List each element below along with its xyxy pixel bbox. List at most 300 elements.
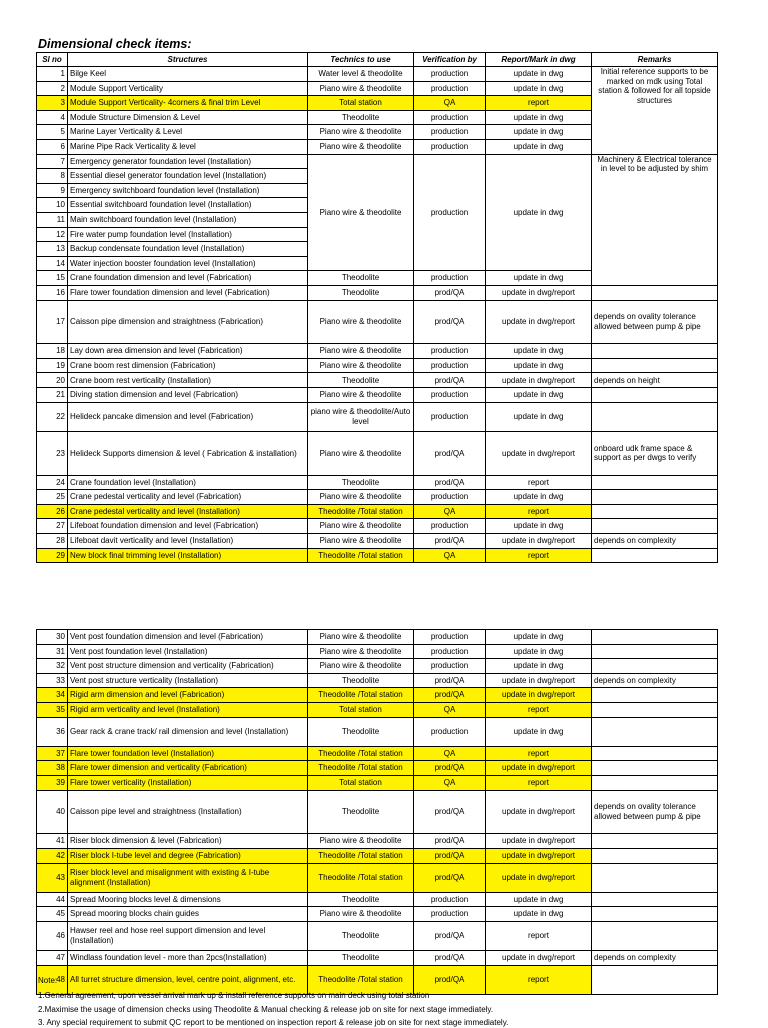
- row-technics: Theodolite /Total station: [308, 761, 414, 776]
- row-report: report: [486, 475, 592, 490]
- row-report: report: [486, 965, 592, 994]
- row-verification: production: [414, 358, 486, 373]
- row-structure: Vent post structure verticality (Installation): [68, 673, 308, 688]
- row-structure: Caisson pipe level and straightness (Installation): [68, 790, 308, 834]
- table-row: [37, 358, 718, 373]
- row-verification: prod/QA: [414, 951, 486, 966]
- row-technics: Piano wire & theodolite: [308, 644, 414, 659]
- row-report: update in dwg/report: [486, 761, 592, 776]
- row-sl-no: 46: [37, 921, 68, 950]
- row-remarks: [592, 630, 718, 645]
- table-row: [37, 951, 718, 966]
- row-structure: Lay down area dimension and level (Fabrication): [68, 344, 308, 359]
- row-verification: production: [414, 271, 486, 286]
- row-structure: Main switchboard foundation level (Installation): [68, 212, 308, 227]
- row-sl-no: 34: [37, 688, 68, 703]
- row-verification: QA: [414, 746, 486, 761]
- dimensional-check-table-part-2: [36, 629, 718, 995]
- table-row: [37, 285, 718, 300]
- row-technics: Theodolite: [308, 951, 414, 966]
- row-sl-no: 9: [37, 183, 68, 198]
- row-structure: Riser block level and misalignment with existing & I-tube alignment (Installation): [68, 863, 308, 892]
- row-structure: Riser block dimension & level (Fabrication): [68, 834, 308, 849]
- row-remarks: Initial reference supports to be marked on mdk using Total station & followed for all topside structures: [592, 67, 718, 155]
- row-technics: Theodolite /Total station: [308, 504, 414, 519]
- row-structure: Marine Layer Verticality & Level: [68, 125, 308, 140]
- row-sl-no: 18: [37, 344, 68, 359]
- header-report: Report/Mark in dwg: [486, 53, 592, 67]
- row-sl-no: 7: [37, 154, 68, 169]
- row-remarks: depends on ovality tolerance allowed between pump & pipe: [592, 790, 718, 834]
- note-2: 2.Maximise the usage of dimension checks using Theodolite & Manual checking & release job on site for next stage immediately.: [38, 1005, 494, 1014]
- row-sl-no: 33: [37, 673, 68, 688]
- row-sl-no: 10: [37, 198, 68, 213]
- row-technics: Theodolite: [308, 717, 414, 746]
- row-report: report: [486, 702, 592, 717]
- row-technics: Theodolite: [308, 790, 414, 834]
- row-technics: Theodolite /Total station: [308, 688, 414, 703]
- row-structure: Emergency switchboard foundation level (Installation): [68, 183, 308, 198]
- row-verification: production: [414, 907, 486, 922]
- document-title: Dimensional check items:: [38, 37, 192, 51]
- row-report: update in dwg/report: [486, 373, 592, 388]
- row-verification: production: [414, 110, 486, 125]
- row-structure: Crane pedestal verticality and level (Installation): [68, 504, 308, 519]
- row-remarks: [592, 921, 718, 950]
- row-report: update in dwg: [486, 907, 592, 922]
- row-remarks: [592, 688, 718, 703]
- row-sl-no: 30: [37, 630, 68, 645]
- row-verification: production: [414, 388, 486, 403]
- row-structure: All turret structure dimension, level, centre point, alignment, etc.: [68, 965, 308, 994]
- row-remarks: Machinery & Electrical tolerance in level to be adjusted by shim: [592, 154, 718, 285]
- row-structure: Rigid arm dimension and level (Fabrication): [68, 688, 308, 703]
- row-structure: Fire water pump foundation level (Installation): [68, 227, 308, 242]
- row-verification: prod/QA: [414, 300, 486, 344]
- row-sl-no: 35: [37, 702, 68, 717]
- row-technics: Piano wire & theodolite: [308, 834, 414, 849]
- row-remarks: [592, 659, 718, 674]
- row-technics: Piano wire & theodolite: [308, 490, 414, 505]
- row-technics: Total station: [308, 702, 414, 717]
- table-row: [37, 373, 718, 388]
- dimensional-check-table-part-1: [36, 52, 718, 563]
- row-technics: Piano wire & theodolite: [308, 519, 414, 534]
- row-report: update in dwg/report: [486, 951, 592, 966]
- row-verification: QA: [414, 96, 486, 111]
- header-technics: Technics to use: [308, 53, 414, 67]
- row-structure: Spread mooring blocks chain guides: [68, 907, 308, 922]
- row-technics: Piano wire & theodolite: [308, 907, 414, 922]
- row-sl-no: 48: [37, 965, 68, 994]
- row-remarks: depends on complexity: [592, 951, 718, 966]
- row-report: update in dwg/report: [486, 300, 592, 344]
- table-row: [37, 746, 718, 761]
- row-report: update in dwg: [486, 519, 592, 534]
- row-technics: Piano wire & theodolite: [308, 358, 414, 373]
- row-sl-no: 15: [37, 271, 68, 286]
- row-structure: Helideck pancake dimension and level (Fabrication): [68, 402, 308, 431]
- row-sl-no: 39: [37, 775, 68, 790]
- note-label: Note:: [38, 976, 58, 985]
- row-verification: prod/QA: [414, 475, 486, 490]
- row-structure: New block final trimming level (Installation): [68, 548, 308, 563]
- row-structure: Crane boom rest verticality (Installation): [68, 373, 308, 388]
- row-sl-no: 31: [37, 644, 68, 659]
- row-verification: production: [414, 402, 486, 431]
- row-verification: production: [414, 519, 486, 534]
- row-report: update in dwg: [486, 630, 592, 645]
- row-structure: Vent post foundation level (Installation): [68, 644, 308, 659]
- row-structure: Spread Mooring blocks level & dimensions: [68, 892, 308, 907]
- row-sl-no: 4: [37, 110, 68, 125]
- row-remarks: [592, 519, 718, 534]
- row-remarks: [592, 863, 718, 892]
- row-technics: Total station: [308, 775, 414, 790]
- row-structure: Module Structure Dimension & Level: [68, 110, 308, 125]
- header-structures: Structures: [68, 53, 308, 67]
- row-verification: prod/QA: [414, 534, 486, 549]
- row-remarks: [592, 285, 718, 300]
- row-structure: Crane pedestal verticality and level (Fabrication): [68, 490, 308, 505]
- row-technics: Piano wire & theodolite: [308, 81, 414, 96]
- table-row: [37, 775, 718, 790]
- row-sl-no: 21: [37, 388, 68, 403]
- row-technics: piano wire & theodolite/Auto level: [308, 402, 414, 431]
- row-report: report: [486, 96, 592, 111]
- row-structure: Backup condensate foundation level (Installation): [68, 242, 308, 257]
- row-structure: Hawser reel and hose reel support dimension and level (Installation): [68, 921, 308, 950]
- row-sl-no: 29: [37, 548, 68, 563]
- row-structure: Diving station dimension and level (Fabrication): [68, 388, 308, 403]
- row-remarks: [592, 717, 718, 746]
- row-report: update in dwg/report: [486, 790, 592, 834]
- row-report: update in dwg/report: [486, 848, 592, 863]
- table-row: [37, 921, 718, 950]
- row-sl-no: 17: [37, 300, 68, 344]
- row-structure: Windlass foundation level - more than 2pcs(Installation): [68, 951, 308, 966]
- row-verification: prod/QA: [414, 863, 486, 892]
- row-structure: Bilge Keel: [68, 67, 308, 82]
- row-technics: Theodolite /Total station: [308, 965, 414, 994]
- row-remarks: [592, 402, 718, 431]
- row-sl-no: 36: [37, 717, 68, 746]
- row-verification: production: [414, 67, 486, 82]
- row-sl-no: 12: [37, 227, 68, 242]
- row-verification: production: [414, 81, 486, 96]
- row-technics: Total station: [308, 96, 414, 111]
- row-verification: production: [414, 630, 486, 645]
- row-verification: prod/QA: [414, 965, 486, 994]
- row-technics: Theodolite: [308, 475, 414, 490]
- row-technics: Water level & theodolite: [308, 67, 414, 82]
- row-structure: Flare tower verticality (Installation): [68, 775, 308, 790]
- row-report: update in dwg: [486, 154, 592, 271]
- row-verification: prod/QA: [414, 921, 486, 950]
- row-technics: Theodolite: [308, 673, 414, 688]
- row-technics: Piano wire & theodolite: [308, 534, 414, 549]
- table-row: [37, 834, 718, 849]
- row-remarks: [592, 761, 718, 776]
- row-report: update in dwg: [486, 659, 592, 674]
- row-remarks: [592, 848, 718, 863]
- row-technics: Piano wire & theodolite: [308, 388, 414, 403]
- row-remarks: [592, 702, 718, 717]
- row-verification: prod/QA: [414, 761, 486, 776]
- row-verification: production: [414, 644, 486, 659]
- row-sl-no: 3: [37, 96, 68, 111]
- row-structure: Rigid arm verticality and level (Installation): [68, 702, 308, 717]
- row-structure: Gear rack & crane track/ rail dimension and level (Installation): [68, 717, 308, 746]
- row-remarks: depends on complexity: [592, 673, 718, 688]
- row-technics: Piano wire & theodolite: [308, 431, 414, 475]
- row-sl-no: 44: [37, 892, 68, 907]
- row-sl-no: 14: [37, 256, 68, 271]
- row-report: update in dwg: [486, 81, 592, 96]
- row-report: update in dwg/report: [486, 688, 592, 703]
- table-row: [37, 534, 718, 549]
- table-row: [37, 154, 718, 169]
- table-header-row: [37, 53, 718, 67]
- row-verification: production: [414, 139, 486, 154]
- row-sl-no: 22: [37, 402, 68, 431]
- table-row: [37, 907, 718, 922]
- table-row: [37, 388, 718, 403]
- row-sl-no: 16: [37, 285, 68, 300]
- table-row: [37, 504, 718, 519]
- row-structure: Essential diesel generator foundation level (Installation): [68, 169, 308, 184]
- row-technics: Theodolite /Total station: [308, 848, 414, 863]
- row-remarks: [592, 490, 718, 505]
- row-verification: prod/QA: [414, 431, 486, 475]
- row-technics: Piano wire & theodolite: [308, 344, 414, 359]
- row-remarks: [592, 388, 718, 403]
- table-row: [37, 548, 718, 563]
- row-report: update in dwg: [486, 271, 592, 286]
- row-sl-no: 45: [37, 907, 68, 922]
- row-technics: Theodolite: [308, 921, 414, 950]
- row-sl-no: 41: [37, 834, 68, 849]
- row-report: update in dwg/report: [486, 673, 592, 688]
- table-row: [37, 519, 718, 534]
- row-verification: prod/QA: [414, 673, 486, 688]
- table-row: [37, 761, 718, 776]
- table-row: [37, 863, 718, 892]
- row-structure: Essential switchboard foundation level (Installation): [68, 198, 308, 213]
- row-structure: Emergency generator foundation level (Installation): [68, 154, 308, 169]
- row-remarks: [592, 644, 718, 659]
- row-structure: Crane foundation dimension and level (Fabrication): [68, 271, 308, 286]
- row-remarks: [592, 775, 718, 790]
- row-structure: Module Support Verticality- 4corners & final trim Level: [68, 96, 308, 111]
- row-remarks: [592, 475, 718, 490]
- row-sl-no: 2: [37, 81, 68, 96]
- row-sl-no: 11: [37, 212, 68, 227]
- table-row: [37, 300, 718, 344]
- row-report: update in dwg/report: [486, 863, 592, 892]
- table-row: [37, 790, 718, 834]
- row-technics: Piano wire & theodolite: [308, 630, 414, 645]
- row-verification: production: [414, 892, 486, 907]
- row-sl-no: 40: [37, 790, 68, 834]
- table-row: [37, 630, 718, 645]
- row-verification: prod/QA: [414, 790, 486, 834]
- row-technics: Piano wire & theodolite: [308, 659, 414, 674]
- row-report: update in dwg: [486, 67, 592, 82]
- row-sl-no: 23: [37, 431, 68, 475]
- table-row: [37, 475, 718, 490]
- row-verification: prod/QA: [414, 688, 486, 703]
- row-technics: Theodolite: [308, 892, 414, 907]
- row-remarks: depends on complexity: [592, 534, 718, 549]
- row-sl-no: 42: [37, 848, 68, 863]
- row-report: report: [486, 548, 592, 563]
- row-structure: Vent post structure dimension and verticality (Fabrication): [68, 659, 308, 674]
- row-sl-no: 28: [37, 534, 68, 549]
- row-sl-no: 1: [37, 67, 68, 82]
- row-remarks: [592, 965, 718, 994]
- row-sl-no: 13: [37, 242, 68, 257]
- row-technics: Theodolite: [308, 373, 414, 388]
- table-row: [37, 717, 718, 746]
- row-structure: Crane foundation level (Installation): [68, 475, 308, 490]
- table-row: [37, 431, 718, 475]
- row-technics: Theodolite /Total station: [308, 863, 414, 892]
- row-structure: Flare tower dimension and verticality (Fabrication): [68, 761, 308, 776]
- row-technics: Piano wire & theodolite: [308, 125, 414, 140]
- row-report: update in dwg: [486, 892, 592, 907]
- row-structure: Vent post foundation dimension and level (Fabrication): [68, 630, 308, 645]
- row-structure: Caisson pipe dimension and straightness (Fabrication): [68, 300, 308, 344]
- row-report: update in dwg/report: [486, 834, 592, 849]
- row-remarks: [592, 834, 718, 849]
- row-remarks: [592, 892, 718, 907]
- row-report: update in dwg: [486, 110, 592, 125]
- row-report: report: [486, 504, 592, 519]
- table-row: [37, 344, 718, 359]
- table-row: [37, 848, 718, 863]
- row-structure: Crane boom rest dimension (Fabrication): [68, 358, 308, 373]
- row-sl-no: 5: [37, 125, 68, 140]
- row-sl-no: 38: [37, 761, 68, 776]
- row-report: update in dwg: [486, 644, 592, 659]
- header-remarks: Remarks: [592, 53, 718, 67]
- table-row: [37, 644, 718, 659]
- row-structure: Flare tower foundation dimension and level (Fabrication): [68, 285, 308, 300]
- row-technics: Theodolite: [308, 110, 414, 125]
- row-sl-no: 32: [37, 659, 68, 674]
- row-verification: production: [414, 659, 486, 674]
- row-report: update in dwg/report: [486, 534, 592, 549]
- row-structure: Flare tower foundation level (Installation): [68, 746, 308, 761]
- row-technics: Theodolite /Total station: [308, 746, 414, 761]
- row-verification: QA: [414, 504, 486, 519]
- row-structure: Module Support Verticality: [68, 81, 308, 96]
- row-sl-no: 47: [37, 951, 68, 966]
- row-sl-no: 19: [37, 358, 68, 373]
- row-sl-no: 27: [37, 519, 68, 534]
- row-structure: Lifeboat davit verticality and level (Installation): [68, 534, 308, 549]
- row-sl-no: 8: [37, 169, 68, 184]
- row-report: update in dwg: [486, 388, 592, 403]
- row-structure: Marine Pipe Rack Verticality & level: [68, 139, 308, 154]
- note-3: 3. Any special requirement to submit QC report to be mentioned on inspection report & release job on site for next stage immediately.: [38, 1018, 509, 1027]
- table-row: [37, 892, 718, 907]
- table-row: [37, 702, 718, 717]
- row-remarks: [592, 344, 718, 359]
- table-row: [37, 688, 718, 703]
- row-verification: production: [414, 125, 486, 140]
- row-report: update in dwg: [486, 402, 592, 431]
- row-sl-no: 20: [37, 373, 68, 388]
- row-technics: Piano wire & theodolite: [308, 139, 414, 154]
- row-verification: QA: [414, 775, 486, 790]
- row-report: update in dwg: [486, 125, 592, 140]
- row-sl-no: 37: [37, 746, 68, 761]
- row-structure: Helideck Supports dimension & level ( Fabrication & installation): [68, 431, 308, 475]
- row-verification: prod/QA: [414, 834, 486, 849]
- row-remarks: onboard udk frame space & support as per dwgs to verify: [592, 431, 718, 475]
- row-verification: prod/QA: [414, 285, 486, 300]
- row-structure: Riser block I-tube level and degree (Fabrication): [68, 848, 308, 863]
- row-technics: Theodolite: [308, 285, 414, 300]
- row-report: update in dwg: [486, 139, 592, 154]
- row-verification: QA: [414, 548, 486, 563]
- table-row: [37, 673, 718, 688]
- row-remarks: [592, 504, 718, 519]
- row-report: update in dwg/report: [486, 431, 592, 475]
- row-sl-no: 25: [37, 490, 68, 505]
- row-remarks: [592, 746, 718, 761]
- row-report: report: [486, 921, 592, 950]
- row-technics: Theodolite /Total station: [308, 548, 414, 563]
- row-report: update in dwg: [486, 344, 592, 359]
- header-verification: Verification by: [414, 53, 486, 67]
- row-remarks: depends on ovality tolerance allowed between pump & pipe: [592, 300, 718, 344]
- row-structure: Lifeboat foundation dimension and level (Fabrication): [68, 519, 308, 534]
- row-sl-no: 26: [37, 504, 68, 519]
- row-verification: prod/QA: [414, 848, 486, 863]
- row-verification: production: [414, 154, 486, 271]
- row-structure: Water injection booster foundation level (Installation): [68, 256, 308, 271]
- row-verification: production: [414, 717, 486, 746]
- row-remarks: [592, 548, 718, 563]
- row-report: update in dwg: [486, 358, 592, 373]
- note-1: 1.General agreement, upon vessel arrival mark up & install reference supports on main deck using total station: [38, 991, 430, 1000]
- row-verification: production: [414, 344, 486, 359]
- row-report: update in dwg/report: [486, 285, 592, 300]
- row-report: update in dwg: [486, 717, 592, 746]
- table-row: [37, 659, 718, 674]
- header-sl-no: Sl no: [37, 53, 68, 67]
- row-remarks: [592, 907, 718, 922]
- row-sl-no: 24: [37, 475, 68, 490]
- row-technics: Piano wire & theodolite: [308, 154, 414, 271]
- row-report: report: [486, 746, 592, 761]
- row-sl-no: 43: [37, 863, 68, 892]
- row-report: update in dwg: [486, 490, 592, 505]
- row-technics: Theodolite: [308, 271, 414, 286]
- row-report: report: [486, 775, 592, 790]
- table-row: [37, 67, 718, 82]
- table-row: [37, 402, 718, 431]
- row-sl-no: 6: [37, 139, 68, 154]
- row-verification: production: [414, 490, 486, 505]
- row-technics: Piano wire & theodolite: [308, 300, 414, 344]
- table-row: [37, 490, 718, 505]
- table-row: [37, 965, 718, 994]
- row-verification: prod/QA: [414, 373, 486, 388]
